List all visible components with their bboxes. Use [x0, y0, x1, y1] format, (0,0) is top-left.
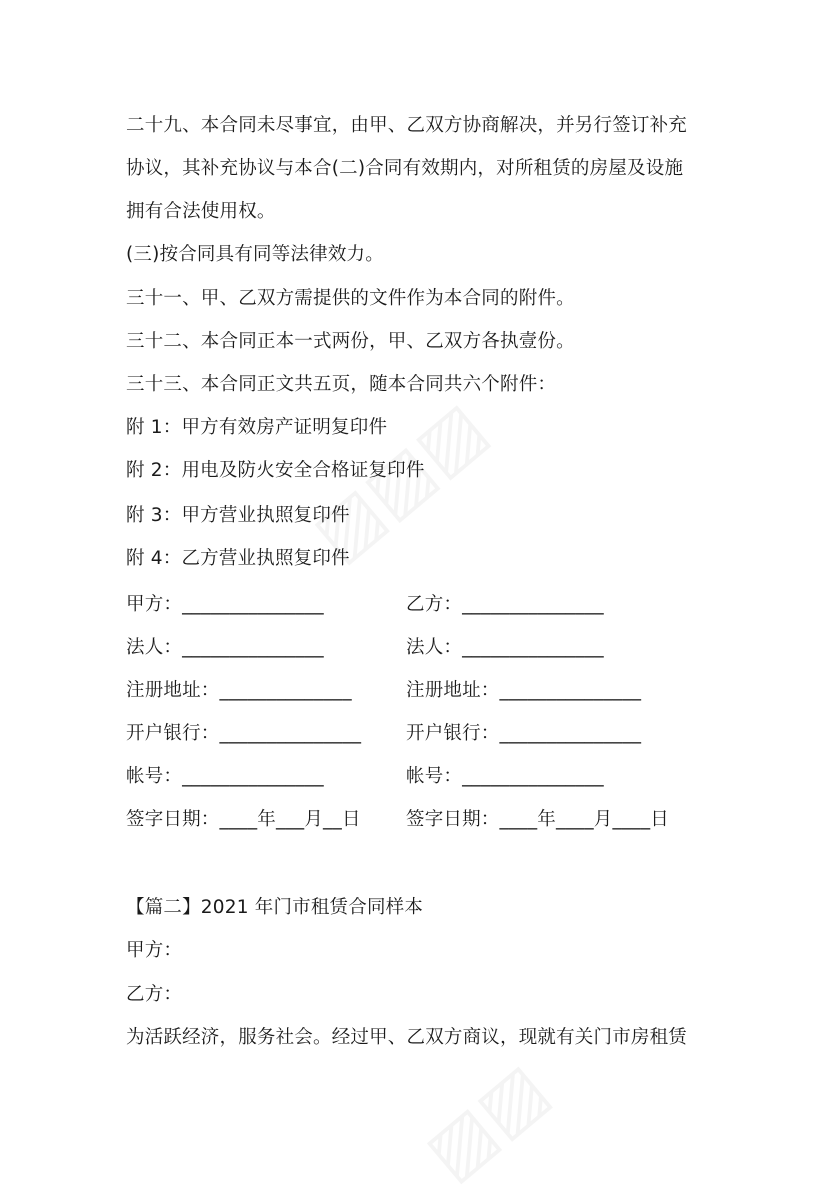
section-2-title: 【篇二】2021 年门市租赁合同样本	[126, 897, 424, 918]
clause-29-line-1: 二十九、本合同未尽事宜，由甲、乙双方协商解决，并另行签订补充	[126, 115, 688, 136]
watermark-mark	[409, 1047, 563, 1195]
party-a-bank-field: 开户银行：_______________	[126, 723, 362, 744]
party-a-account-field: 帐号：_______________	[126, 766, 324, 787]
clause-3: (三)按合同具有同等法律效力。	[126, 244, 384, 265]
party-a-name-field: 甲方：_______________	[126, 594, 324, 615]
section-2-party-b: 乙方：	[126, 984, 183, 1005]
clause-31: 三十一、甲、乙双方需提供的文件作为本合同的附件。	[126, 288, 575, 309]
party-b-bank-field: 开户银行：_______________	[406, 723, 642, 744]
section-2-party-a: 甲方：	[126, 940, 183, 961]
party-a-legal-rep-field: 法人：_______________	[126, 637, 324, 658]
clause-33: 三十三、本合同正文共五页，随本合同共六个附件：	[126, 374, 557, 395]
party-b-account-field: 帐号：_______________	[406, 766, 604, 787]
party-b-legal-rep-field: 法人：_______________	[406, 637, 604, 658]
clause-32: 三十二、本合同正本一式两份，甲、乙双方各执壹份。	[126, 331, 575, 352]
party-b-address-field: 注册地址：_______________	[406, 680, 642, 701]
party-b-name-field: 乙方：_______________	[406, 594, 604, 615]
party-a-sign-date-field: 签字日期：____年___月__日	[126, 809, 361, 830]
party-a-address-field: 注册地址：______________	[126, 680, 352, 701]
clause-29-line-3: 拥有合法使用权。	[126, 201, 276, 222]
party-b-sign-date-field: 签字日期：____年____月____日	[406, 809, 670, 830]
attachment-4: 附 4：乙方营业执照复印件	[126, 548, 350, 569]
attachment-2: 附 2：用电及防火安全合格证复印件	[126, 460, 425, 481]
clause-29-line-2: 协议，其补充协议与本合(二)合同有效期内，对所租赁的房屋及设施	[126, 158, 684, 179]
attachment-3: 附 3：甲方营业执照复印件	[126, 505, 350, 526]
section-2-intro: 为活跃经济，服务社会。经过甲、乙双方商议，现就有关门市房租赁	[126, 1027, 688, 1048]
attachment-1: 附 1：甲方有效房产证明复印件	[126, 417, 388, 438]
